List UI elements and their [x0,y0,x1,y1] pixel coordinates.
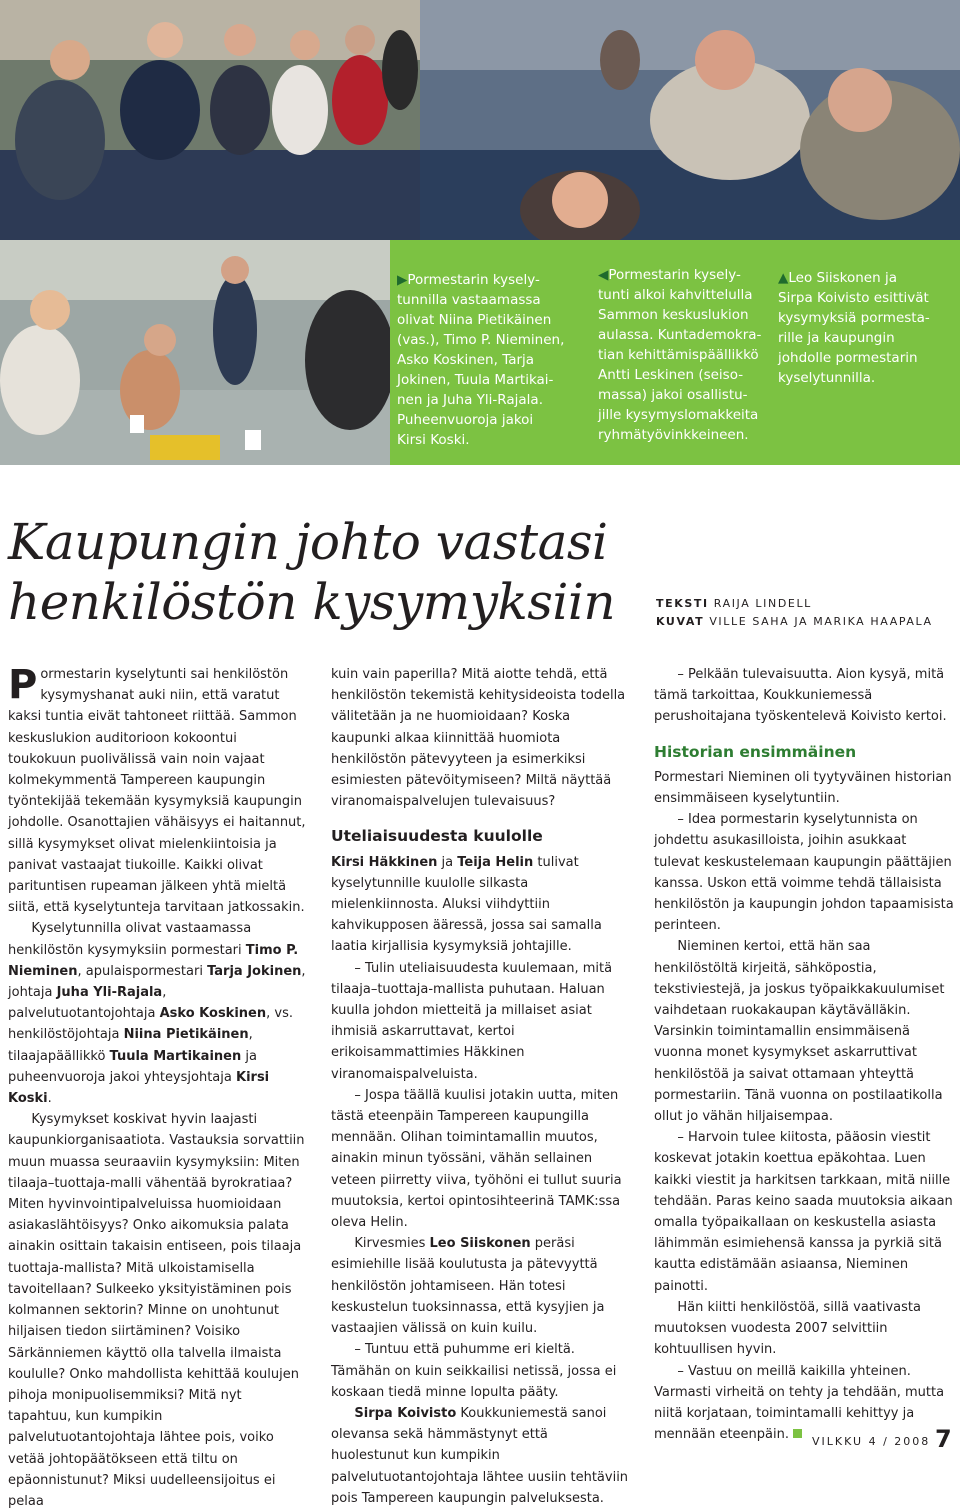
article-column-2 [331,664,629,1509]
person-name: Tuula Martikainen [109,1048,242,1064]
credit-photos-label: KUVAT [656,615,705,628]
caption-left-line: nen ja Juha Yli-Rajala. [397,392,543,408]
person-name: Teija Helin [457,854,534,870]
text: , vs. henkilöstöjohtaja [8,1006,293,1043]
credit-text-label: TEKSTI [656,597,709,610]
caption-left-line: Jokinen, Tuula Martikai- [397,372,554,388]
intro-text: ormestarin kyselytunti sai henkilöstön kysymyshanat auki niin, että varatut kaksi tuntia eivät tahtoneet riittää. Sammon keskuslukion auditorioon kokoontui toukokuun puolivälissä vain noin vajaat kolmekymmentä Tampereen kaupungin työntekijää tekemään kysymyksiä kaupungin johdolle. Osanottajien vähäisyys ei haitannut, sillä kysymykset olivat mielenkiintoisia ja panivat vastaajat tiukoille. Kaikki olivat parituntisen rupeaman jälkeen yhtä mieltä siitä, että kyselytunteja tarvitaan jatkossakin. [8,667,306,916]
caption-middle-line: aulassa. Kuntademokra- [598,327,762,343]
paragraph [331,1233,629,1339]
paragraph [331,1403,629,1509]
photo-coffee-image [0,240,390,465]
caption-right-line: kyselytunnilla. [778,370,876,386]
triangle-up-icon: ▲ [778,270,789,286]
caption-middle [598,265,768,445]
caption-right-line: Leo Siiskonen ja [788,270,897,286]
paragraph: – Harvoin tulee kiitosta, pääosin viestit koskevat jotakin koettua epäkohtaa. Luen kaikki viestit ja harkitsen tarkkaan, mitä niille tehdään. Paras keino saada muutoksia aikaan omalla työpaikallaan on keskustella asiasta lähimmän esimiehensä kanssa ja pyrkiä sitä kautta edistämään asiaansa, Nieminen painotti. [654,1130,953,1294]
caption-middle-line: tian kehittämispäällikkö [598,347,759,363]
photo-panel-coffee [0,240,390,465]
photo-audience-image [0,0,420,240]
drop-cap: P [8,662,38,708]
text: , tilaajapäällikkö [8,1027,253,1064]
person-name: Juha Yli-Rajala [56,985,163,1001]
triangle-left-icon: ◀ [598,267,609,283]
credit-text-name: RAIJA LINDELL [713,597,812,610]
person-name: Tarja Jokinen [207,963,302,979]
headline-line-1: Kaupungin johto vastasi [8,513,608,571]
text: peräsi esimiehille lisää koulutusta ja pätevyyttä henkilöstön johtamiseen. Hän totesi keskustelun tuoksinnassa, että kysyjien ja vastaajien välissä on kuin kuilu. [331,1236,605,1337]
paragraph [8,918,306,1109]
text: . [47,1091,52,1107]
paragraph [654,1361,954,1446]
caption-left-line: Kirsi Koski. [397,432,470,448]
paragraph: Nieminen kertoi, että hän saa henkilöstöltä kirjeitä, sähköpostia, tekstiviestejä, ja joskus työpaikkakuulumiset vaihdetaan ruokakaupan käytävälläkin. Varsinkin toimintamallin ensimmäisenä vuonna monet kysymykset askarruttivat henkilöstöä ja saivat ottamaan yhteyttä pormestariin. Tänä vuonna on postilaatikolla ollut jo vähän hiljaisempaa. [654,939,945,1125]
caption-left-line: Pormestarin kysely- [407,272,540,288]
caption-left-line: olivat Niina Pietikäinen [397,312,552,328]
text: – Vastuu on meillä kaikilla yhteinen. Varmasti virheitä on tehty ja tehdään, mutta niitä korjataan, toimintamalli kehittyy ja mennään eteenpäin. [654,1363,945,1443]
paragraph [331,852,629,958]
paragraph: – Tulin uteliaisuudesta kuulemaan, mitä tilaaja–tuottaja-mallista puhutaan. Haluan kuulla johdon mietteitä ja millaiset asiat ihmisiä askarruttavat, kertoi erikoisammattimies Häkkinen viranomaispalveluista. [331,960,613,1082]
paragraph: Hän kiitti henkilöstöä, sillä vaativasta muutoksen vuodesta 2007 selvittiin kohtuullisen hyvin. [654,1299,921,1358]
article-column-1 [8,664,306,1512]
person-name: Niina Pietikäinen [123,1027,249,1043]
caption-right [778,268,956,388]
person-name: Timo P. Nieminen [8,942,299,979]
caption-right-line: Sirpa Koivisto esittivät [778,290,929,306]
caption-left-line: Puheenvuoroja jakoi [397,412,534,428]
section-heading: Historian ensimmäinen [654,742,857,761]
paragraph: – Pelkään tulevaisuutta. Aion kysyä, mitä tämä tarkoittaa, Koukkuniemessä perushoitajana työskentelevä Koivisto kertoi. [654,667,947,725]
photo-panel-listeners [420,0,960,240]
text: , johtaja [8,963,306,1001]
paragraph: – Jospa täällä kuulisi jotakin uutta, miten tästä eteenpäin Tampereen kaupungilla mennään. Olihan toimintamallin muutos, ainakin minun työssäni, vähän sellainen veteen piirretty viiva, työhöni ei tullut suuria muutoksia, kertoi opintosihteerinä TAMK:ssa oleva Helin. [331,1087,622,1231]
caption-left [397,270,587,450]
paragraph: Pormestari Nieminen oli tyytyväinen historian ensimmäiseen kyselytuntiin. [654,769,952,807]
person-name: Asko Koskinen [159,1006,267,1022]
caption-left-line: Asko Koskinen, Tarja [397,352,535,368]
triangle-right-icon: ▶ [397,272,408,288]
caption-middle-line: ryhmätyövinkkeineen. [598,427,749,443]
article-headline [8,512,615,632]
paragraph: – Tuntuu että puhumme eri kieltä. Tämähän on kuin seikkailisi netissä, jossa ei koskaan tiedä minne lopulta pääty. [331,1342,617,1400]
caption-middle-line: massa) jakoi osallistu- [598,387,748,403]
text: , palvelutuotantojohtaja [8,985,167,1022]
text: Koukkuniemestä sanoi olevansa sekä hämmästynyt että huolestunut kun kumpikin palvelutuotantojohtaja lähtee uusiin tehtäviin pois Tampereen kaupungin palveluksesta. [331,1405,629,1506]
caption-middle-line: Antti Leskinen (seiso- [598,367,744,383]
article-column-3 [654,664,954,1445]
person-name: Kirsi Koski [8,1069,270,1107]
person-name: Sirpa Koivisto [354,1405,457,1421]
paragraph: Kysymykset koskivat hyvin laajasti kaupunkiorganisaatiota. Vastauksia sorvattiin muun muassa seuraaviin kysymyksiin: Miten tilaaja–tuottaja-malli vähentää byrokratiaa? Miten hyvinvointipalveluissa huomioidaan asiakaslähtöisyys? Onko aikomuksia palata ainakin osittain takaisin entiseen, pois tilaaja tuottaja-mallista? Mitä ulkoistamisella tavoitellaan? Sulkeeko yksityistäminen pois kolmannen sektorin? Minne on unohtunut hiljaisen tiedon siirtäminen? Voisiko Särkänniemen käyttö olla talvella ilmaista koululle? Onko mahdollista kehittää koulujen pihoja monipuolisemmiksi? Mitä nyt tapahtuu, kun kumpikin palvelutuotantojohtaja lähtee pois, voiko vetää johtopäätökseen että tiltu on epäonnistunut? Miksi uudelleensijoitus ei pelaa [8,1112,305,1509]
caption-middle-line: jille kysymyslomakkeita [598,407,759,423]
text: ja puheenvuoroja jakoi yhteysjohtaja [8,1048,257,1085]
caption-middle-line: tunti alkoi kahvittelulla [598,287,753,303]
article-credits [656,595,933,631]
magazine-footer: VILKKU 4 / 2008 [812,1435,931,1448]
text: Kyselytunnilla olivat vastaamassa henkilöstön kysymyksiin pormestari [8,921,252,958]
caption-right-line: rille ja kaupungin [778,330,895,346]
text: Kirvesmies [354,1236,430,1252]
section-heading: Uteliaisuudesta kuulolle [331,827,543,846]
page-number: 7 [935,1425,952,1453]
caption-right-line: johdolle pormestarin [778,350,918,366]
intro-paragraph [8,664,306,918]
credit-photos-name: VILLE SAHA JA MARIKA HAAPALA [709,615,933,628]
paragraph: – Idea pormestarin kyselytunnista on johdettu asukasilloista, joihin asukkaat tulevat keskustelemaan kaupungin päättäjien kanssa. Uskon että voimme tehdä tällaisista henkilöstön ja kaupungin johdon tapaamisista perinteen. [654,812,954,934]
caption-middle-line: Sammon keskuslukion [598,307,749,323]
person-name: Kirsi Häkkinen [331,854,438,870]
text: tulivat kyselytunnille kuulolle silkasta mielenkiinnosta. Aluksi viihdyttiin kahvikupposen ääressä, jossa sai samalla laatia kirjallisia kysymyksiä johtajille. [331,854,602,955]
caption-left-line: (vas.), Timo P. Nieminen, [397,332,565,348]
end-mark-icon [793,1429,802,1438]
text: , apulaispormestari [77,963,208,979]
person-name: Leo Siiskonen [429,1236,531,1252]
paragraph: kuin vain paperilla? Mitä aiotte tehdä, että henkilöstön tekemistä kehitysideoista todella välitetään ja ne huomioidaan? Koska kaupunki alkaa kiinnittää huomiota henkilöstön pätevyyteen ja esimerkiksi esimiesten pätevöitymiseen? Miltä näyttää viranomaispalvelujen tulevaisuus? [331,667,626,810]
caption-left-line: tunnilla vastaamassa [397,292,541,308]
photo-listeners-image [420,0,960,240]
caption-right-line: kysymyksiä pormesta- [778,310,930,326]
headline-line-2: henkilöstön kysymyksiin [8,573,616,631]
caption-middle-line: Pormestarin kysely- [608,267,741,283]
text: ja [437,854,458,870]
photo-panel-audience [0,0,420,240]
